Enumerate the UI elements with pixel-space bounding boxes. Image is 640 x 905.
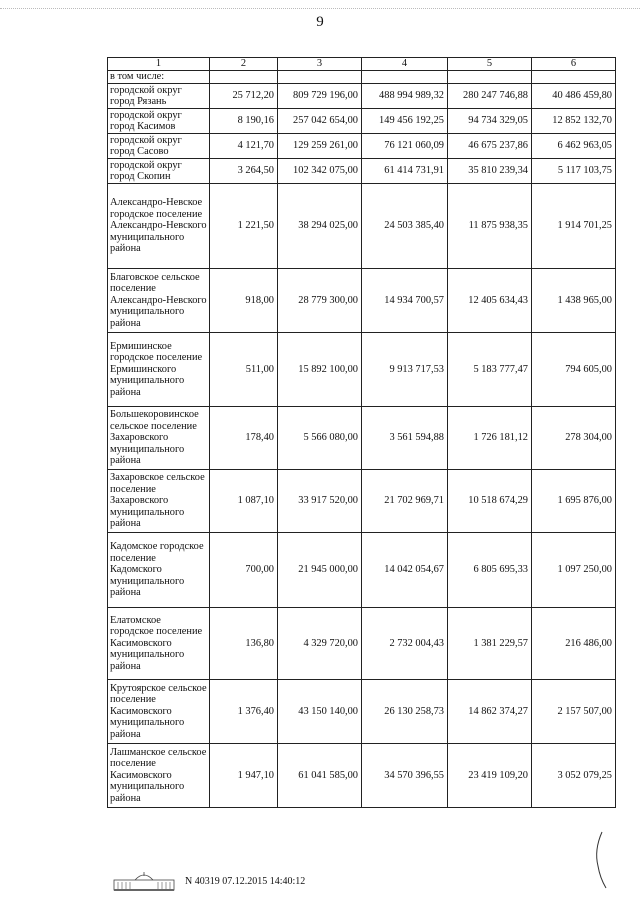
value-cell-c5: 11 875 938,35 — [448, 184, 532, 269]
municipality-name-cell: Большекоровинское сельское поселение Захаровского муниципального района — [108, 407, 210, 470]
municipality-name-cell: Елатомское городское поселение Касимовского муниципального района — [108, 608, 210, 680]
value-cell-c6: 278 304,00 — [532, 407, 616, 470]
value-cell-c6: 1 097 250,00 — [532, 533, 616, 608]
value-cell-c6: 794 605,00 — [532, 333, 616, 407]
value-cell-c2: 1 087,10 — [210, 470, 278, 533]
document-stamp-text: N 40319 07.12.2015 14:40:12 — [185, 875, 306, 887]
value-cell-c6: 40 486 459,80 — [532, 84, 616, 109]
value-cell-c3: 15 892 100,00 — [278, 333, 362, 407]
value-cell-c3: 38 294 025,00 — [278, 184, 362, 269]
value-cell-c2: 1 376,40 — [210, 680, 278, 744]
value-cell-c5: 1 726 181,12 — [448, 407, 532, 470]
value-cell-c3: 21 945 000,00 — [278, 533, 362, 608]
value-cell-c3: 4 329 720,00 — [278, 608, 362, 680]
table-row — [108, 533, 616, 608]
value-cell-c4: 76 121 060,09 — [362, 134, 448, 159]
value-cell-c5: 1 381 229,57 — [448, 608, 532, 680]
value-cell-c3: 5 566 080,00 — [278, 407, 362, 470]
value-cell-c2: 700,00 — [210, 533, 278, 608]
value-cell-c5: 23 419 109,20 — [448, 744, 532, 808]
header-cell: 3 — [278, 58, 362, 71]
value-cell-c4: 21 702 969,71 — [362, 470, 448, 533]
table-row — [108, 269, 616, 333]
value-cell-c5: 6 805 695,33 — [448, 533, 532, 608]
value-cell-c5: 14 862 374,27 — [448, 680, 532, 744]
value-cell-c4: 2 732 004,43 — [362, 608, 448, 680]
value-cell-c3: 809 729 196,00 — [278, 84, 362, 109]
value-cell-c3: 61 041 585,00 — [278, 744, 362, 808]
value-cell-c3: 129 259 261,00 — [278, 134, 362, 159]
value-cell-c5: 5 183 777,47 — [448, 333, 532, 407]
value-cell-c6: 1 438 965,00 — [532, 269, 616, 333]
table-row — [108, 470, 616, 533]
empty-cell — [532, 71, 616, 84]
footer-stamp — [113, 870, 305, 892]
municipality-name-cell: Крутоярское сельское поселение Касимовского муниципального района — [108, 680, 210, 744]
value-cell-c4: 14 042 054,67 — [362, 533, 448, 608]
value-cell-c3: 33 917 520,00 — [278, 470, 362, 533]
municipality-name-cell: городской округ город Сасово — [108, 134, 210, 159]
value-cell-c6: 216 486,00 — [532, 608, 616, 680]
table-row — [108, 680, 616, 744]
value-cell-c6: 1 914 701,25 — [532, 184, 616, 269]
value-cell-c2: 1 947,10 — [210, 744, 278, 808]
table-row — [108, 159, 616, 184]
value-cell-c2: 3 264,50 — [210, 159, 278, 184]
value-cell-c2: 136,80 — [210, 608, 278, 680]
table-row — [108, 744, 616, 808]
value-cell-c4: 9 913 717,53 — [362, 333, 448, 407]
handwritten-mark — [590, 830, 610, 890]
header-cell: 5 — [448, 58, 532, 71]
table-row — [108, 184, 616, 269]
value-cell-c2: 511,00 — [210, 333, 278, 407]
value-cell-c4: 3 561 594,88 — [362, 407, 448, 470]
value-cell-c2: 918,00 — [210, 269, 278, 333]
value-cell-c6: 1 695 876,00 — [532, 470, 616, 533]
value-cell-c4: 488 994 989,32 — [362, 84, 448, 109]
municipality-name-cell: Ермишинское городское поселение Ермишинского муниципального района — [108, 333, 210, 407]
header-cell: 4 — [362, 58, 448, 71]
value-cell-c4: 34 570 396,55 — [362, 744, 448, 808]
value-cell-c6: 6 462 963,05 — [532, 134, 616, 159]
municipality-name-cell: городской округ город Рязань — [108, 84, 210, 109]
header-cell: 2 — [210, 58, 278, 71]
value-cell-c3: 28 779 300,00 — [278, 269, 362, 333]
value-cell-c3: 102 342 075,00 — [278, 159, 362, 184]
header-row — [108, 58, 616, 71]
subheader-cell: в том числе: — [108, 71, 210, 84]
value-cell-c5: 94 734 329,05 — [448, 109, 532, 134]
value-cell-c4: 14 934 700,57 — [362, 269, 448, 333]
value-cell-c5: 46 675 237,86 — [448, 134, 532, 159]
subheader-row — [108, 71, 616, 84]
value-cell-c4: 24 503 385,40 — [362, 184, 448, 269]
municipality-name-cell: городской округ город Касимов — [108, 109, 210, 134]
table-row — [108, 84, 616, 109]
table-row — [108, 333, 616, 407]
empty-cell — [278, 71, 362, 84]
value-cell-c2: 25 712,20 — [210, 84, 278, 109]
table-row — [108, 407, 616, 470]
data-table — [107, 57, 616, 808]
municipality-name-cell: Александро-Невское городское поселение Александро-Невского муниципального района — [108, 184, 210, 269]
value-cell-c6: 12 852 132,70 — [532, 109, 616, 134]
municipality-name-cell: Захаровское сельское поселение Захаровского муниципального района — [108, 470, 210, 533]
empty-cell — [362, 71, 448, 84]
value-cell-c3: 257 042 654,00 — [278, 109, 362, 134]
value-cell-c2: 8 190,16 — [210, 109, 278, 134]
municipality-name-cell: городской округ город Скопин — [108, 159, 210, 184]
page-top-edge — [0, 8, 640, 13]
value-cell-c6: 2 157 507,00 — [532, 680, 616, 744]
value-cell-c4: 149 456 192,25 — [362, 109, 448, 134]
value-cell-c5: 35 810 239,34 — [448, 159, 532, 184]
value-cell-c5: 12 405 634,43 — [448, 269, 532, 333]
value-cell-c6: 5 117 103,75 — [532, 159, 616, 184]
header-cell: 6 — [532, 58, 616, 71]
value-cell-c5: 280 247 746,88 — [448, 84, 532, 109]
value-cell-c6: 3 052 079,25 — [532, 744, 616, 808]
value-cell-c2: 1 221,50 — [210, 184, 278, 269]
value-cell-c2: 4 121,70 — [210, 134, 278, 159]
table-row — [108, 109, 616, 134]
table-row — [108, 608, 616, 680]
value-cell-c3: 43 150 140,00 — [278, 680, 362, 744]
value-cell-c5: 10 518 674,29 — [448, 470, 532, 533]
page-number: 9 — [316, 14, 324, 30]
empty-cell — [448, 71, 532, 84]
municipality-name-cell: Кадомское городское поселение Кадомского муниципального района — [108, 533, 210, 608]
header-cell: 1 — [108, 58, 210, 71]
municipality-name-cell: Благовское сельское поселение Александро-Невского муниципального района — [108, 269, 210, 333]
value-cell-c4: 26 130 258,73 — [362, 680, 448, 744]
empty-cell — [210, 71, 278, 84]
value-cell-c4: 61 414 731,91 — [362, 159, 448, 184]
municipality-name-cell: Лашманское сельское поселение Касимовского муниципального района — [108, 744, 210, 808]
value-cell-c2: 178,40 — [210, 407, 278, 470]
table-row — [108, 134, 616, 159]
building-logo-icon — [113, 870, 175, 892]
